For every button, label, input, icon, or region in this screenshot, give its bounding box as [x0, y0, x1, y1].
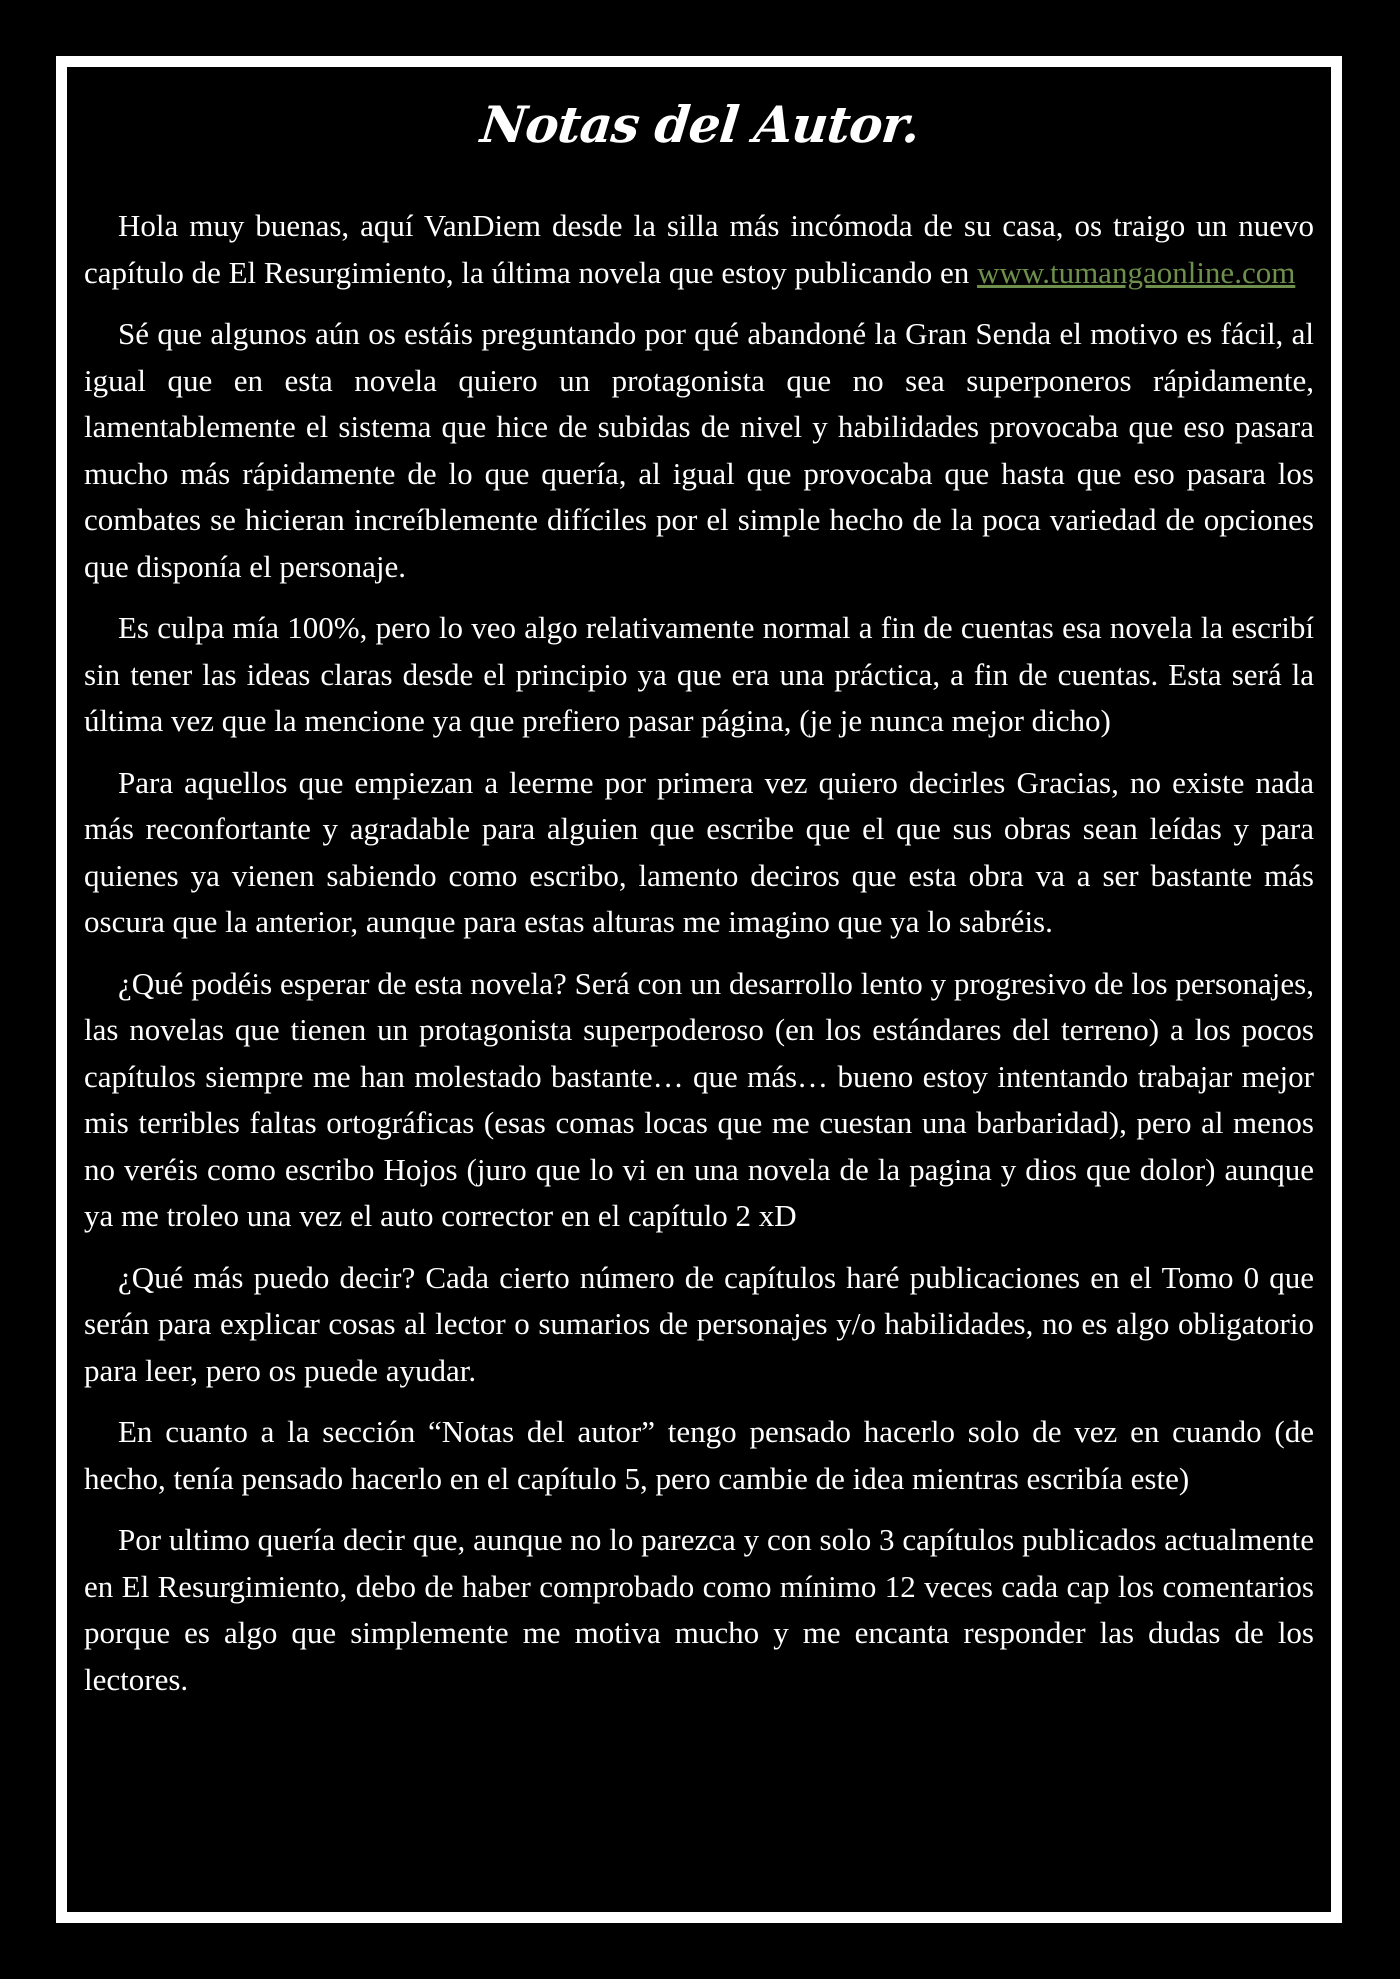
paragraph: ¿Qué podéis esperar de esta novela? Será con un desarrollo lento y progresivo de los personajes, las novelas que tienen un protagonista superpoderoso (en los estándares del terreno) a los pocos capítulos siempre me han molestado bastante… que más… bueno estoy intentando trabajar mejor mis terribles faltas ortográficas (esas comas locas que me cuestan una barbaridad), pero al menos no veréis como escribo Hojos (juro que lo vi en una novela de la pagina y dios que dolor) aunque ya me troleo una vez el auto corrector en el capítulo 2 xD: [84, 965, 1314, 1233]
paragraph: Es culpa mía 100%, pero lo veo algo relativamente normal a fin de cuentas esa novela la escribí sin tener las ideas claras desde el principio ya que era una práctica, a fin de cuentas. Esta será la última vez que la mencione ya que prefiero pasar página, (je je nunca mejor dicho): [84, 610, 1314, 738]
paragraph: Por ultimo quería decir que, aunque no lo parezca y con solo 3 capítulos publicados actualmente en El Resurgimiento, debo de haber comprobado como mínimo 12 veces cada cap los comentarios porque es algo que simplemente me motiva mucho y me encanta responder las dudas de los lectores.: [84, 1522, 1314, 1697]
page-title: Notas del Autor.: [477, 95, 923, 154]
paragraph: En cuanto a la sección “Notas del autor” tengo pensado hacerlo solo de vez en cuando (de hecho, tenía pensado hacerlo en el capítulo 5, pero cambie de idea mientras escribía este): [84, 1414, 1314, 1496]
paragraph: ¿Qué más puedo decir? Cada cierto número de capítulos haré publicaciones en el Tomo 0 que serán para explicar cosas al lector o sumarios de personajes y/o habilidades, no es algo obligatorio para leer, pero os puede ayudar.: [84, 1259, 1314, 1388]
tumangaonline-link[interactable]: www.tumangaonline.com: [977, 254, 1296, 290]
paragraph: Sé que algunos aún os estáis preguntando por qué abandoné la Gran Senda el motivo es fácil, al igual que en esta novela quiero un protagonista que no sea superponeros rápidamente, lamentablemente el sistema que hice de subidas de nivel y habilidades provocaba que eso pasara mucho más rápidamente de lo que quería, al igual que provocaba que hasta que eso pasara los combates se hicieran increíblemente difíciles por el simple hecho de la poca variedad de opciones que disponía el personaje.: [84, 316, 1314, 584]
paragraph-intro: [84, 203, 1314, 296]
paragraph-intro-text: Hola muy buenas, aquí VanDiem desde la silla más incómoda de su casa, os traigo un nuevo capítulo de El Resurgimiento, la última novela que estoy publicando en: [84, 208, 1314, 290]
author-notes-body: [84, 203, 1314, 1718]
paragraph: Para aquellos que empiezan a leerme por primera vez quiero decirles Gracias, no existe nada más reconfortante y agradable para alguien que escribe que el que sus obras sean leídas y para quienes ya vienen sabiendo como escribo, lamento deciros que esta obra va a ser bastante más oscura que la anterior, aunque para estas alturas me imagino que ya lo sabréis.: [84, 764, 1314, 939]
